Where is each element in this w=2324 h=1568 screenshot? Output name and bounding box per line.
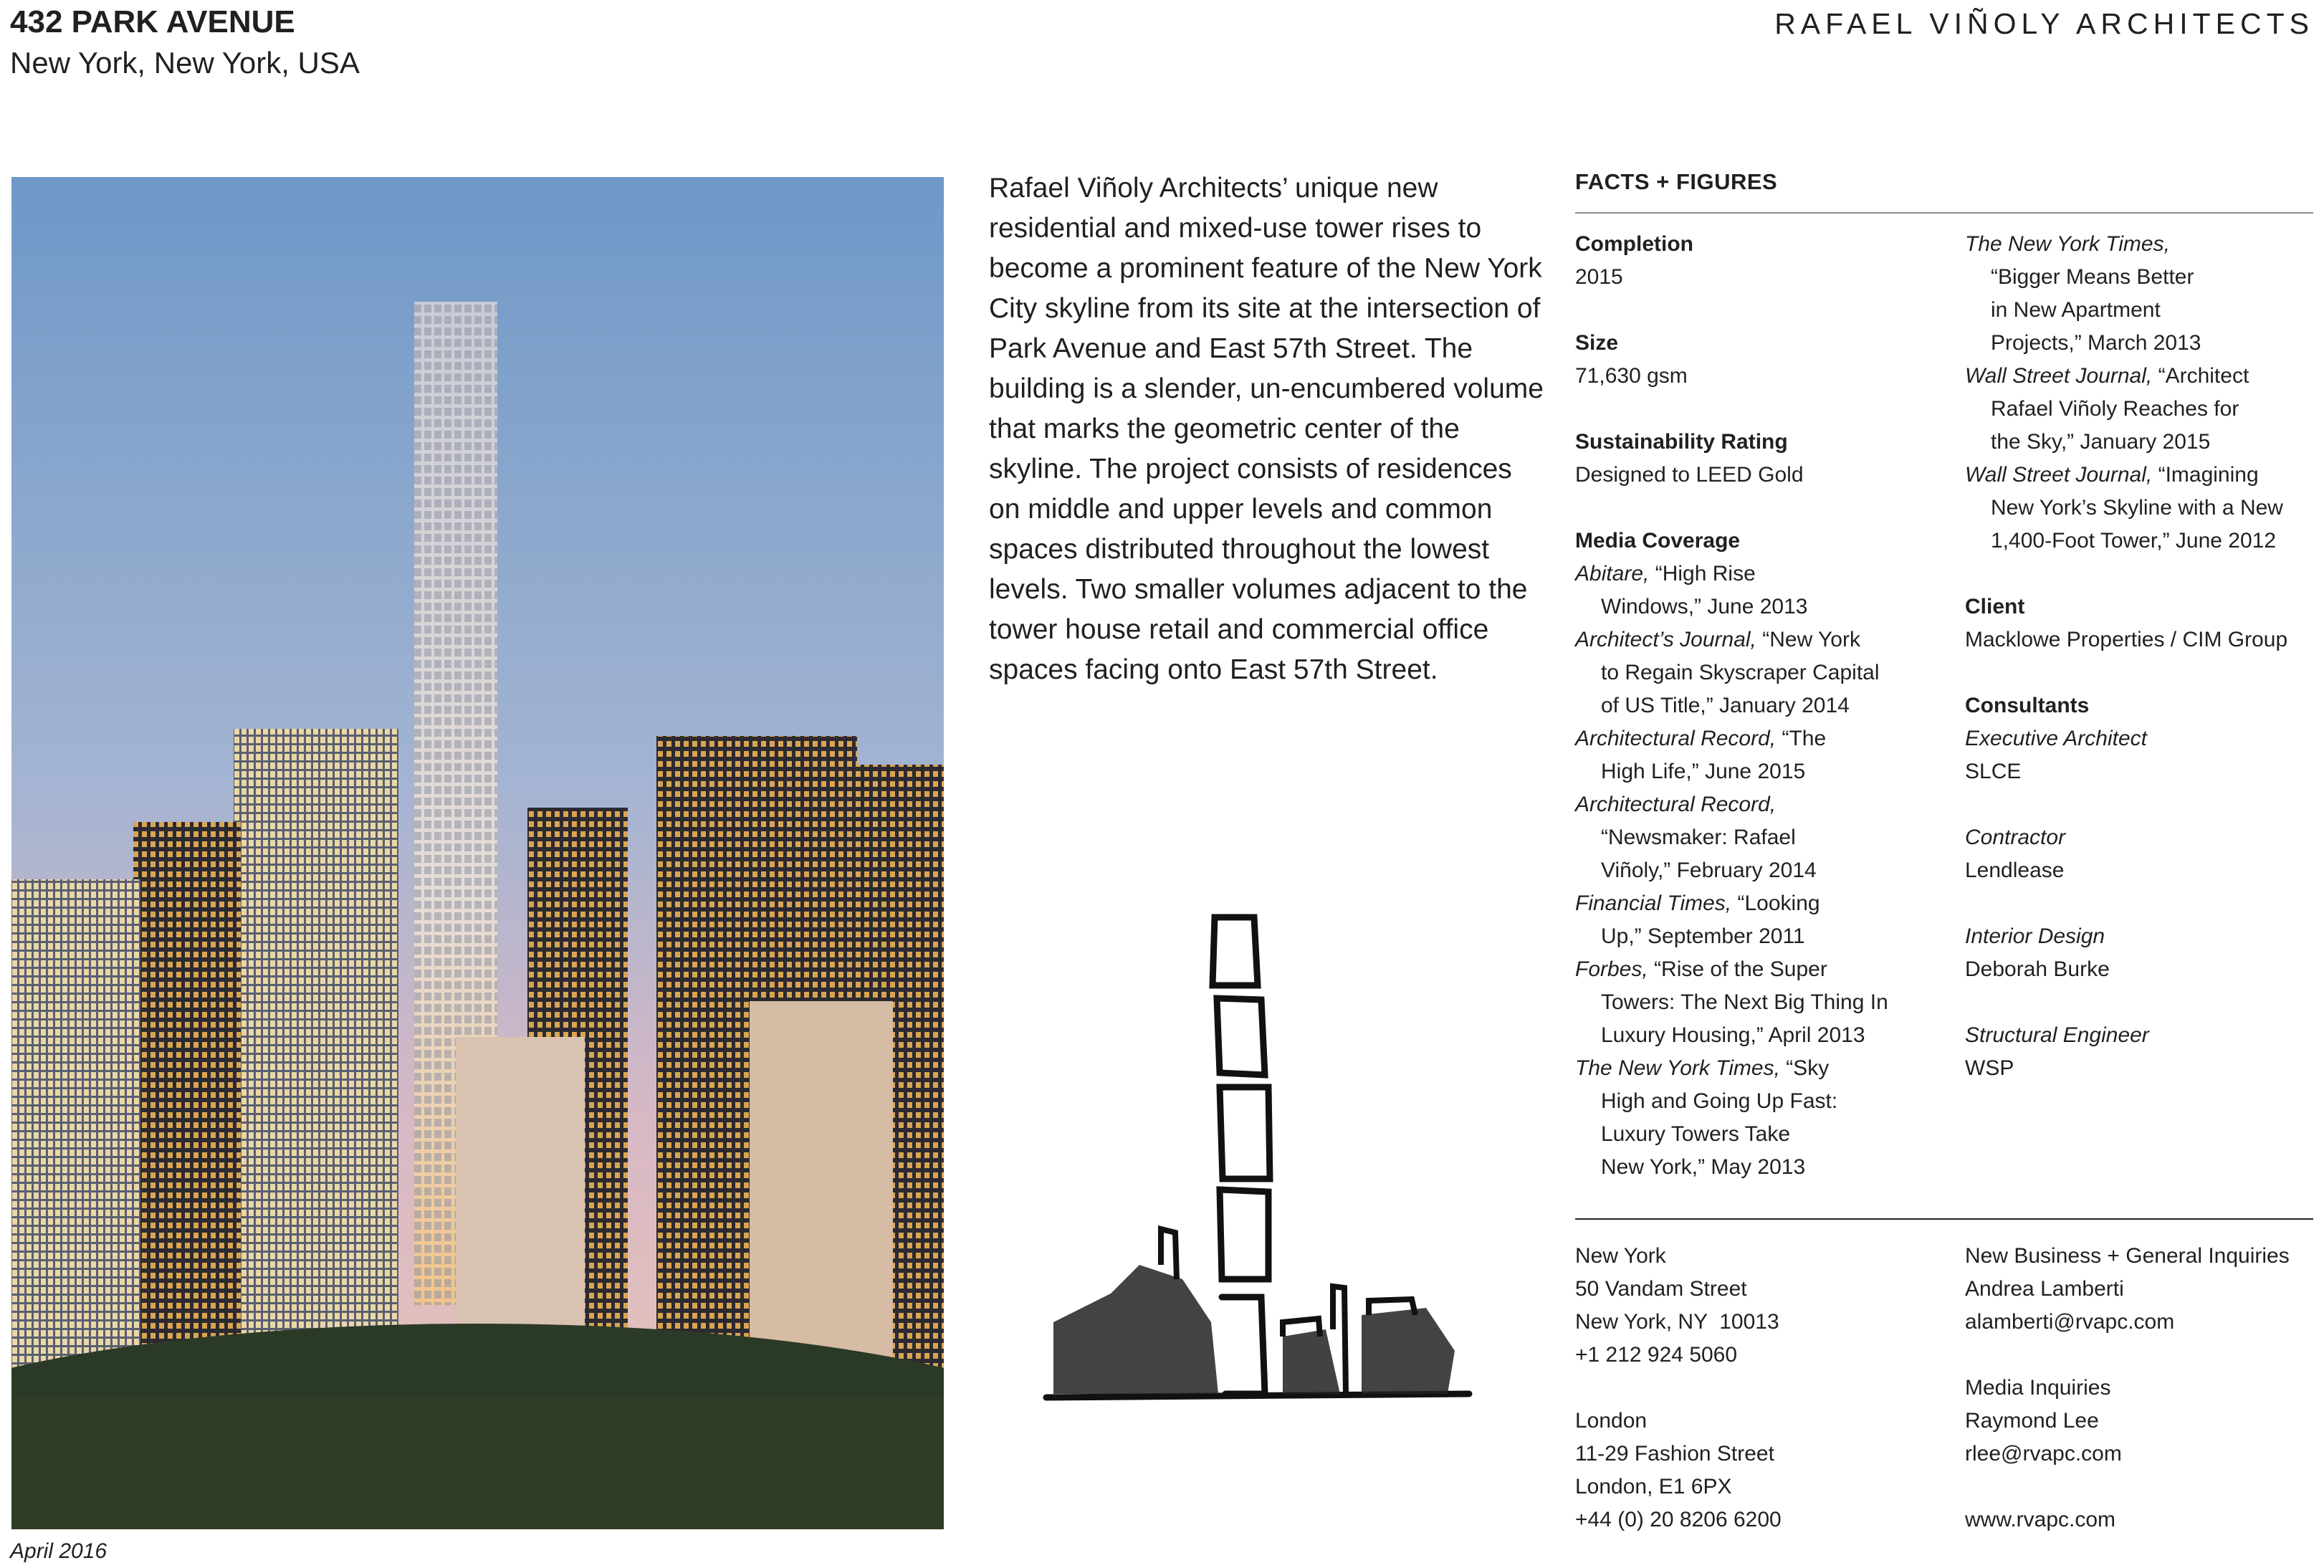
- media-title-line: “Sky: [1786, 1056, 1830, 1080]
- media-title-line: of US Title,” January 2014: [1601, 694, 1850, 717]
- consultant-name: WSP: [1965, 1056, 2014, 1080]
- office-line: 11-29 Fashion Street: [1575, 1442, 1774, 1466]
- inquiry-email[interactable]: alamberti@rvapc.com: [1965, 1310, 2175, 1334]
- sustainability-label: Sustainability Rating: [1575, 430, 1788, 454]
- media-publication: Architect’s Journal,: [1575, 628, 1756, 651]
- media-item: [1575, 953, 1962, 1052]
- client-value: Macklowe Properties / CIM Group: [1965, 628, 2288, 651]
- media-publication: The New York Times,: [1965, 232, 2170, 256]
- firm-logo: RAFAEL VIÑOLY ARCHITECTS: [1774, 7, 2314, 40]
- consultant-name: Deborah Burke: [1965, 957, 2110, 981]
- media-item: [1575, 623, 1962, 722]
- media-title-line: “Rise of the Super: [1654, 957, 1827, 981]
- consultant-role: Contractor: [1965, 826, 2066, 849]
- office-phone: +44 (0) 20 8206 6200: [1575, 1508, 1782, 1531]
- inquiry-label: New Business + General Inquiries: [1965, 1244, 2290, 1268]
- consultant-role: Executive Architect: [1965, 727, 2147, 750]
- facts-divider: [1575, 212, 2313, 214]
- media-title-line: 1,400-Foot Tower,” June 2012: [1991, 529, 2277, 553]
- facts-column-right: [1965, 228, 2316, 1085]
- inquiry-label: Media Inquiries: [1965, 1376, 2111, 1400]
- media-title-line: Viñoly,” February 2014: [1601, 859, 1817, 882]
- media-publication: Abitare,: [1575, 562, 1650, 585]
- media-title-line: “Newsmaker: Rafael: [1601, 826, 1796, 849]
- media-coverage-label: Media Coverage: [1575, 529, 1741, 553]
- consultant-role: Interior Design: [1965, 924, 2105, 948]
- media-title-line: Luxury Housing,” April 2013: [1601, 1023, 1865, 1047]
- media-title-line: the Sky,” January 2015: [1991, 430, 2211, 454]
- facts-column-left: [1575, 228, 1962, 1184]
- inquiries-column: [1965, 1240, 2316, 1536]
- project-title: 432 PARK AVENUE: [10, 4, 295, 39]
- media-title-line: Up,” September 2011: [1601, 924, 1805, 948]
- media-title-line: Rafael Viñoly Reaches for: [1991, 397, 2239, 421]
- media-title-line: “Architect: [2158, 364, 2249, 388]
- offices-column: [1575, 1240, 1962, 1536]
- completion-value: 2015: [1575, 265, 1623, 289]
- media-title-line: High Life,” June 2015: [1601, 760, 1806, 783]
- project-description: [989, 168, 1548, 690]
- media-publication: The New York Times,: [1575, 1056, 1780, 1080]
- media-title-line: “New York: [1762, 628, 1860, 651]
- media-item: [1965, 459, 2316, 558]
- office-line: 50 Vandam Street: [1575, 1277, 1747, 1301]
- skyline-photo-illustration: [11, 177, 944, 1529]
- consultant-role: Structural Engineer: [1965, 1023, 2149, 1047]
- media-publication: Forbes,: [1575, 957, 1648, 981]
- office-phone: +1 212 924 5060: [1575, 1343, 1738, 1367]
- media-title-line: “Imagining: [2158, 463, 2259, 487]
- office-line: London, E1 6PX: [1575, 1475, 1732, 1498]
- inquiry-name: Andrea Lamberti: [1965, 1277, 2124, 1301]
- media-item: [1965, 228, 2316, 360]
- client-label: Client: [1965, 595, 2025, 618]
- media-title-line: “Looking: [1737, 891, 1820, 915]
- media-publication: Wall Street Journal,: [1965, 364, 2153, 388]
- media-item: [1965, 360, 2316, 459]
- website-link[interactable]: www.rvapc.com: [1965, 1508, 2116, 1531]
- media-title-line: Luxury Towers Take: [1601, 1122, 1791, 1146]
- media-title-line: Projects,” March 2013: [1991, 331, 2201, 355]
- tower-sketch-drawing: [1025, 892, 1483, 1509]
- media-publication: Financial Times,: [1575, 891, 1732, 915]
- media-title-line: High and Going Up Fast:: [1601, 1089, 1838, 1113]
- media-title-line: New York,” May 2013: [1601, 1155, 1806, 1179]
- media-title-line: Windows,” June 2013: [1601, 595, 1808, 618]
- consultant-name: Lendlease: [1965, 859, 2065, 882]
- size-label: Size: [1575, 331, 1619, 355]
- office-line: New York, NY 10013: [1575, 1310, 1779, 1334]
- photo-caption: April 2016: [10, 1539, 107, 1563]
- media-item: [1575, 1052, 1962, 1184]
- sustainability-value: Designed to LEED Gold: [1575, 463, 1804, 487]
- inquiry-name: Raymond Lee: [1965, 1409, 2099, 1433]
- media-title-line: “The: [1782, 727, 1827, 750]
- completion-label: Completion: [1575, 232, 1693, 256]
- media-item: [1575, 887, 1962, 953]
- media-publication: Wall Street Journal,: [1965, 463, 2153, 487]
- media-title-line: to Regain Skyscraper Capital: [1601, 661, 1880, 684]
- office-city: London: [1575, 1409, 1648, 1433]
- media-title-line: “High Rise: [1655, 562, 1756, 585]
- office-city: New York: [1575, 1244, 1666, 1268]
- media-title-line: “Bigger Means Better: [1991, 265, 2194, 289]
- inquiry-email[interactable]: rlee@rvapc.com: [1965, 1442, 2122, 1466]
- size-value: 71,630 gsm: [1575, 364, 1688, 388]
- description-paragraph: Rafael Viñoly Architects’ unique new residential and mixed-use tower rises to become a prominent feature of the New York City skyline from its site at the intersection of Park Avenue and East 57th Street. The building is a slender, un-encumbered volume that marks the geometric center of the skyline. The project consists of residences on middle and upper levels and common spaces distributed throughout the lowest levels. Two smaller volumes adjacent to the tower house retail and commercial office spaces facing onto East 57th Street.: [989, 173, 1544, 685]
- contacts-divider: [1575, 1218, 2313, 1220]
- media-item: [1575, 558, 1962, 623]
- tower-photo: [11, 177, 944, 1529]
- media-item: [1575, 722, 1962, 788]
- facts-heading: FACTS + FIGURES: [1575, 169, 1778, 194]
- media-item: [1575, 788, 1962, 887]
- project-location: New York, New York, USA: [10, 46, 360, 80]
- media-publication: Architectural Record,: [1575, 793, 1777, 816]
- media-title-line: New York’s Skyline with a New: [1991, 496, 2283, 520]
- media-title-line: Towers: The Next Big Thing In: [1601, 990, 1888, 1014]
- media-publication: Architectural Record,: [1575, 727, 1777, 750]
- consultants-label: Consultants: [1965, 694, 2090, 717]
- concept-sketch: [1025, 892, 1483, 1509]
- consultant-name: SLCE: [1965, 760, 2022, 783]
- media-title-line: in New Apartment: [1991, 298, 2161, 322]
